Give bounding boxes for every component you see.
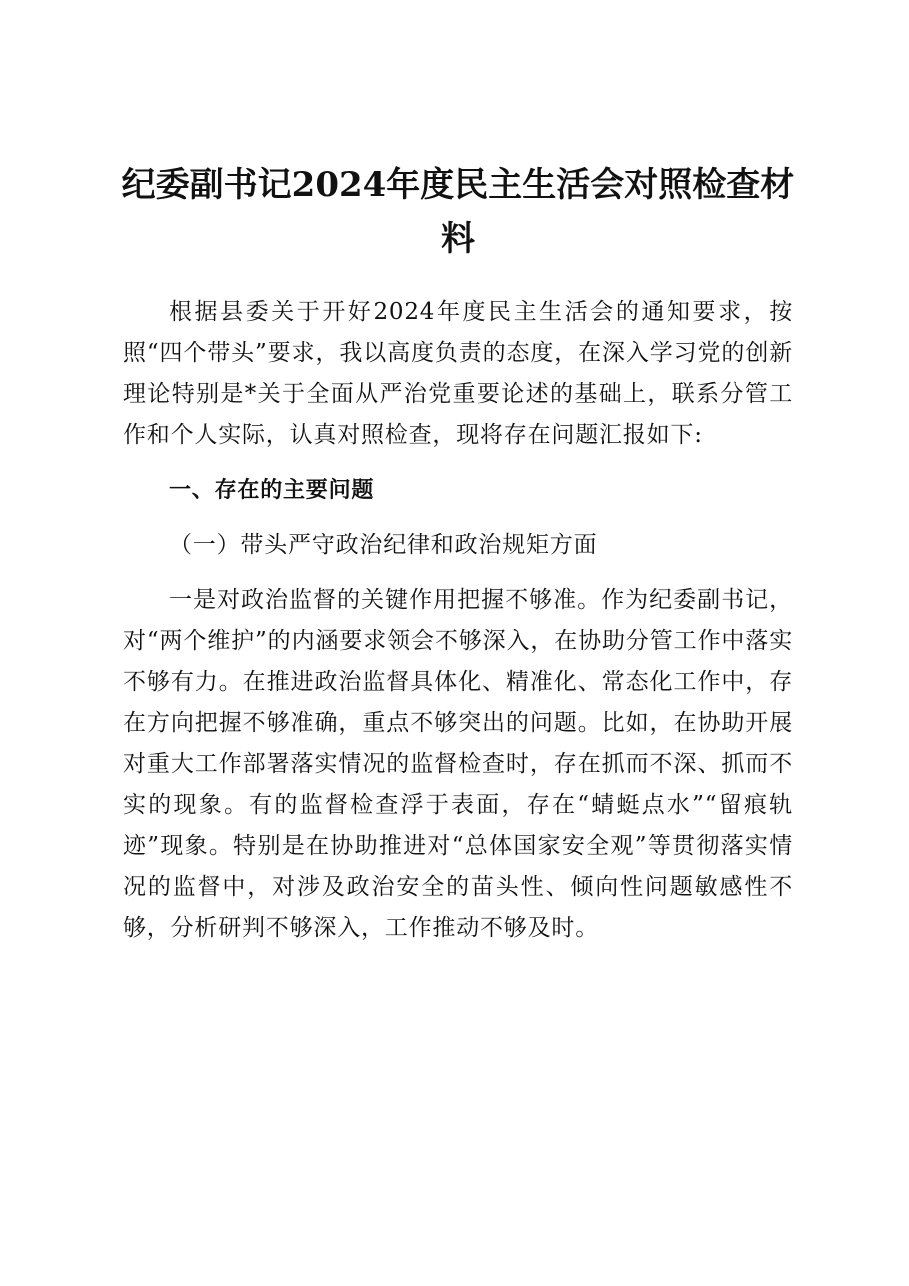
document-title: 纪委副书记2024年度民主生活会对照检查材料	[121, 165, 795, 259]
intro-paragraph: 根据县委关于开好2024年度民主生活会的通知要求，按照“四个带头”要求，我以高度负责的态度，在深入学习党的创新理论特别是*关于全面从严治党重要论述的基础上，联系分管工作和个人实际，认真对照检查，现将存在问题汇报如下:	[123, 299, 793, 448]
subsection-heading: （一）带头严守政治纪律和政治规矩方面	[169, 532, 598, 558]
body-paragraph: 一是对政治监督的关键作用把握不够准。作为纪委副书记，对“两个维护”的内涵要求领会不够深入，在协助分管工作中落实不够有力。在推进政治监督具体化、精准化、常态化工作中，存在方向把握不够准确，重点不够突出的问题。比如，在协助开展对重大工作部署落实情况的监督检查时，存在抓而不深、抓而不实的现象。有的监督检查浮于表面，存在“蜻蜓点水”“留痕轨迹”现象。特别是在协助推进对“总体国家安全观”等贯彻落实情况的监督中，对涉及政治安全的苗头性、倾向性问题敏感性不够，分析研判不够深入，工作推动不够及时。	[123, 587, 793, 941]
document-body	[123, 292, 793, 949]
section-heading: 一、存在的主要问题	[169, 478, 375, 503]
